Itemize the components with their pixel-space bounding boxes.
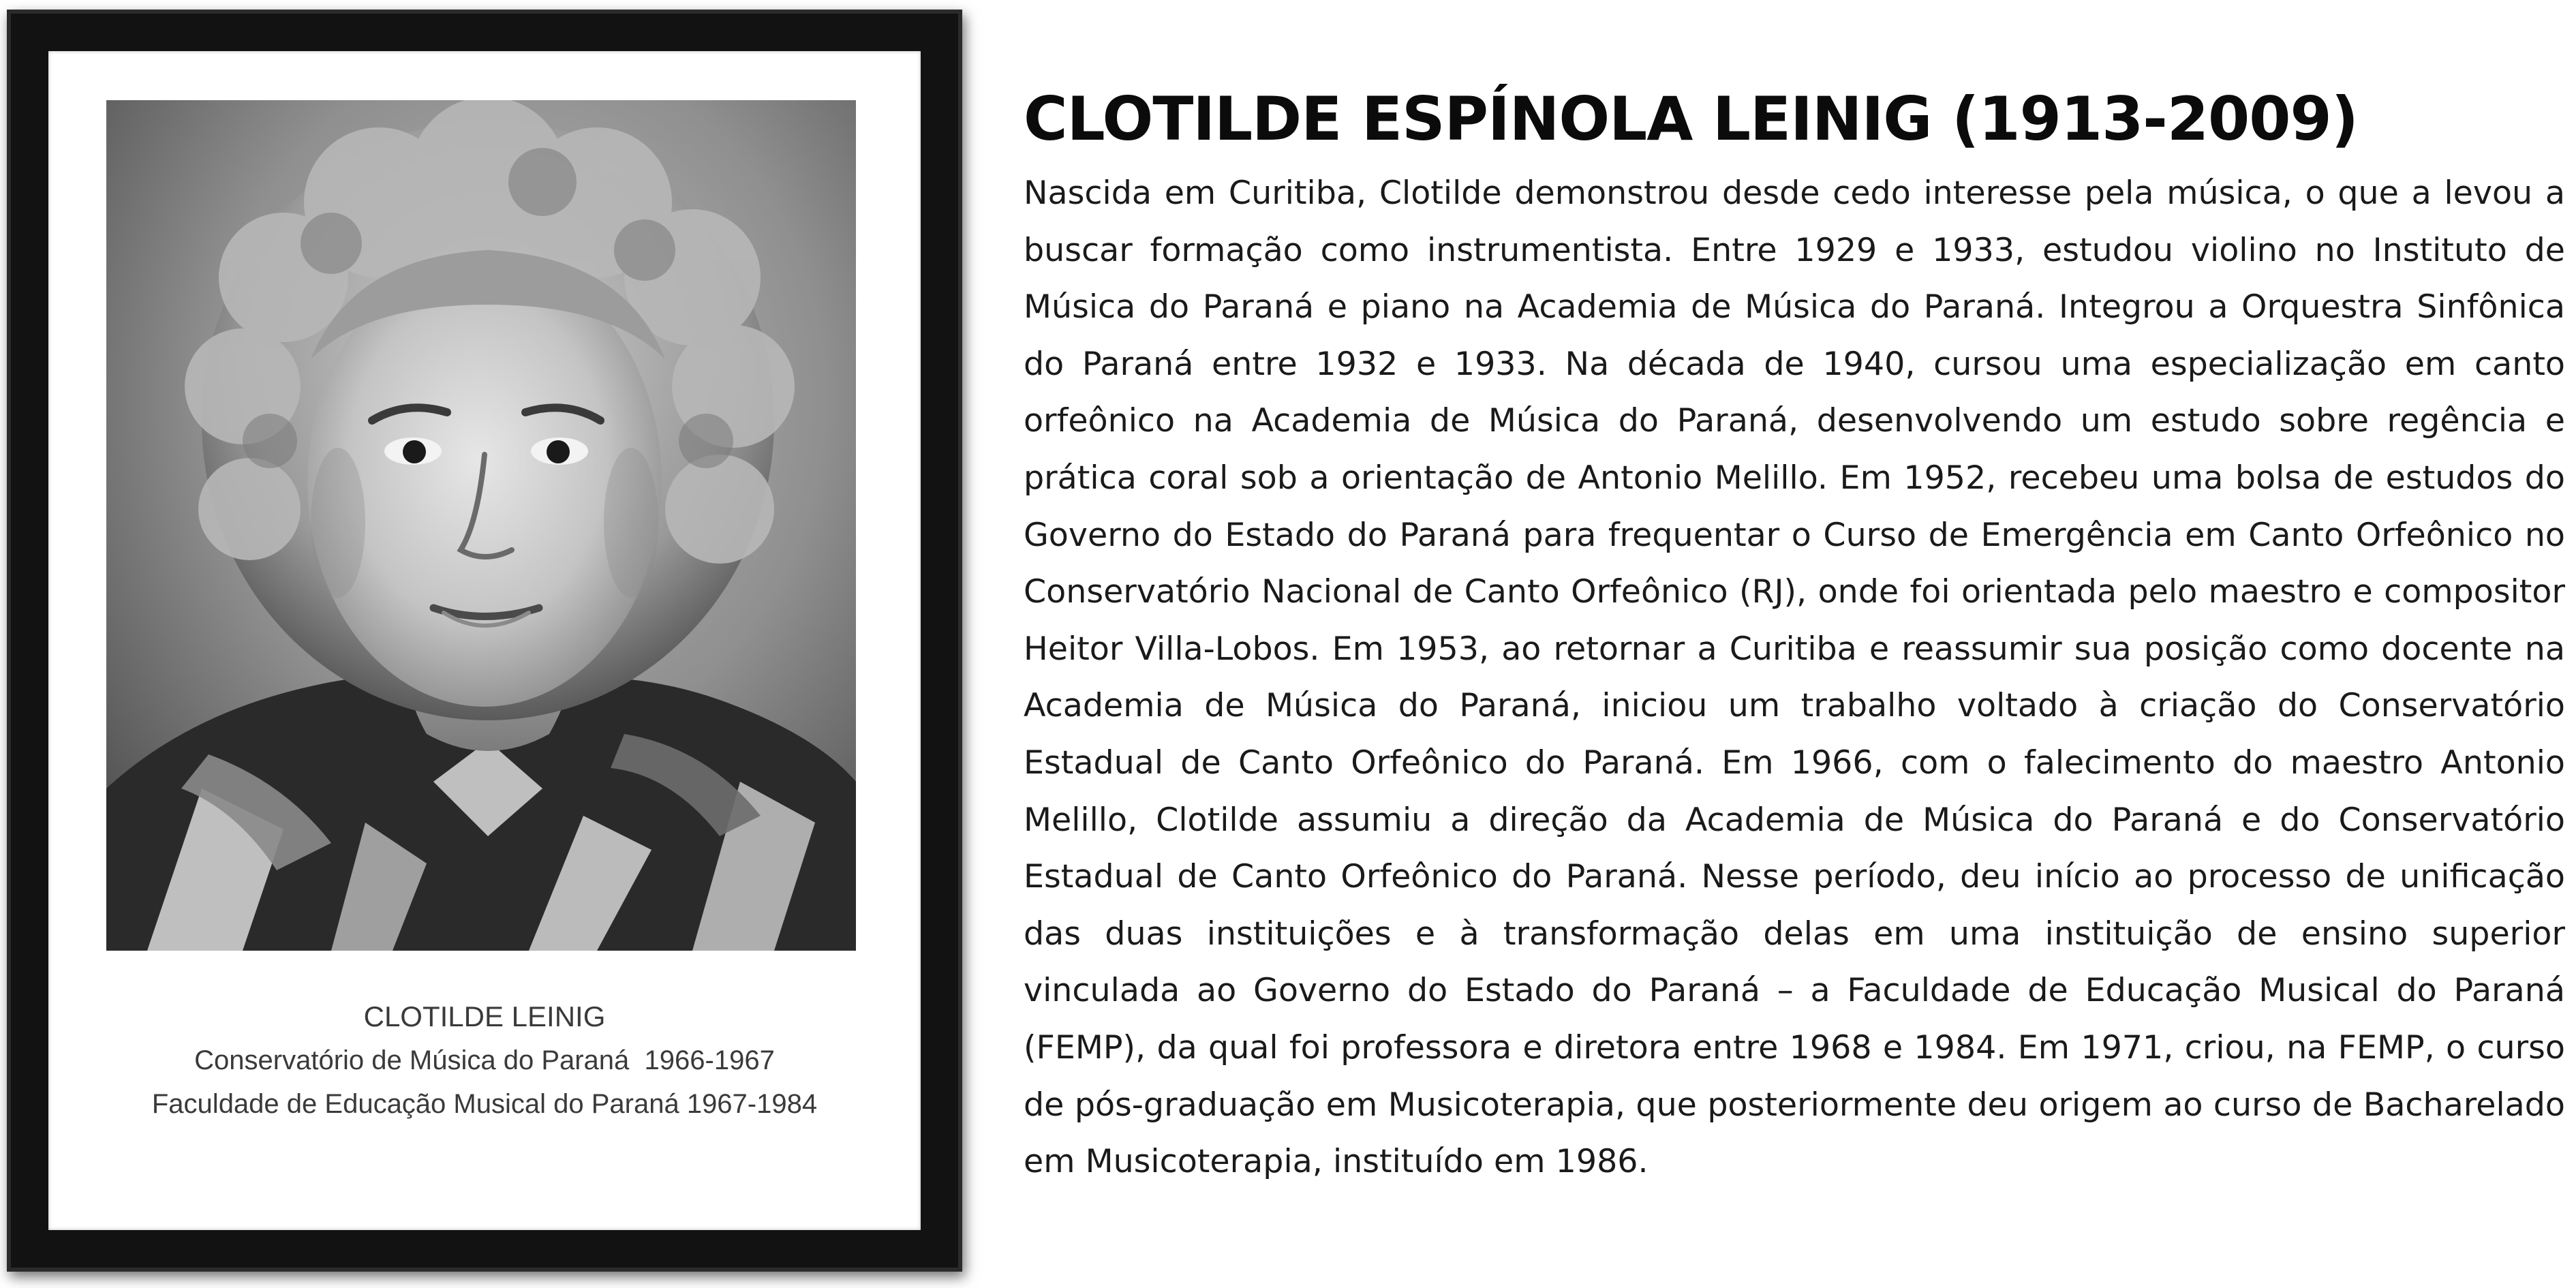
picture-frame	[7, 10, 962, 1272]
caption-line-2: Faculdade de Educação Musical do Paraná 1967-1984	[151, 1089, 818, 1119]
portrait-photo	[106, 100, 856, 951]
portrait-caption	[76, 995, 893, 1126]
caption-line-1: Conservatório de Música do Paraná 1966-1967	[194, 1045, 775, 1075]
biography-title: CLOTILDE ESPÍNOLA LEINIG (1913-2009)	[1024, 84, 2358, 154]
biography-text: Nascida em Curitiba, Clotilde demonstrou desde cedo interesse pela música, o que a levou a buscar formação como instrumentista. Entre 1929 e 1933, estudou violino no Instituto de Música do Paraná e piano na Academia de Música do Paraná. Integrou a Orquestra Sinfônica do Paraná entre 1932 e 1933. Na década de 1940, cursou uma especialização em canto orfeônico na Academia de Música do Paraná, desenvolvendo um estudo sobre regência e prática coral sob a orientação de Antonio Melillo. Em 1952, recebeu uma bolsa de estudos do Governo do Estado do Paraná para frequentar o Curso de Emergência em Canto Orfeônico no Conservatório Nacional de Canto Orfeônico (RJ), onde foi orientada pelo maestro e compositor Heitor Villa-Lobos. Em 1953, ao retornar a Curitiba e reassumir sua posição como docente na Academia de Música do Paraná, iniciou um trabalho voltado à criação do Conservatório Estadual de Canto Orfeônico do Paraná. Em 1966, com o falecimento do maestro Antonio Melillo, Clotilde assumiu a direção da Academia de Música do Paraná e do Conservatório Estadual de Canto Orfeônico do Paraná. Nesse período, deu início ao processo de unificação das duas instituições e à transformação delas em uma instituição de ensino superior vinculada ao Governo do Estado do Paraná – a Faculdade de Educação Musical do Paraná (FEMP), da qual foi professora e diretora entre 1968 e 1984. Em 1971, criou, na FEMP, o curso de pós-graduação em Musicoterapia, que posteriormente deu origem ao curso de Bacharelado em Musicoterapia, instituído em 1986.	[1024, 174, 2565, 1181]
caption-name: CLOTILDE LEINIG	[363, 1000, 606, 1032]
picture-mat	[48, 51, 921, 1230]
biography	[1024, 75, 2565, 1191]
